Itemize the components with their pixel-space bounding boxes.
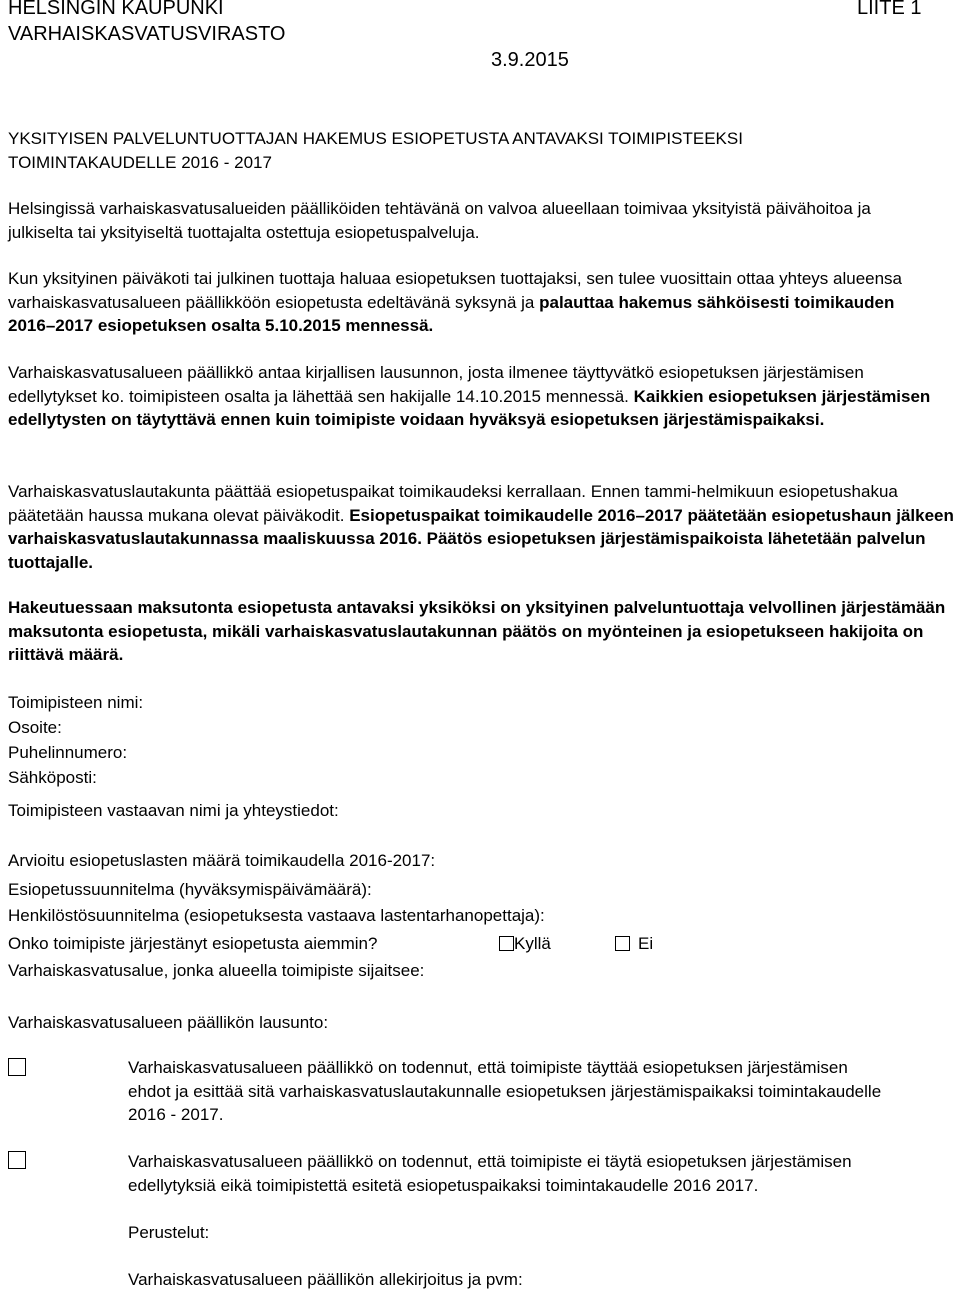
document-title-line1: YKSITYISEN PALVELUNTUOTTAJAN HAKEMUS ESIOPETUSTA ANTAVAKSI TOIMIPISTEEKSI — [8, 129, 743, 148]
org-name: HELSINGIN KAUPUNKI — [8, 0, 224, 19]
decision-bold-text: Esiopetuspaikat toimikaudelle 2016–2017 päätetään esiopetushaun jälkeen varhaiskasvatuslautakunnassa maaliskuussa 2016. Päätös esiopetuksen järjestämispaikoista lähetetään palvelun tuottajalle. — [8, 505, 954, 572]
no-checkbox[interactable] — [615, 936, 630, 951]
statement-label: Varhaiskasvatusalueen päällikön lausunto: — [8, 1013, 329, 1032]
document-title-line2: TOIMINTAKAUDELLE 2016 - 2017 — [8, 153, 272, 172]
application-deadline: palauttaa hakemus sähköisesti toimikauden 2016–2017 esiopetuksen osalta 5.10.2015 mennessä. — [8, 292, 895, 335]
statement-requirement: Kaikkien esiopetuksen järjestämisen edellytysten on täytyttävä ennen kuin toimipiste voidaan hyväksyä esiopetuksen järjestämispaikaksi. — [8, 386, 931, 429]
previous-question-row — [8, 932, 377, 955]
no-label: Ei — [638, 934, 654, 953]
address-label: Osoite: — [8, 718, 62, 737]
previous-question-label: Onko toimipiste järjestänyt esiopetusta aiemmin? — [8, 934, 378, 953]
curriculum-label: Esiopetussuunnitelma (hyväksymispäivämäärä): — [8, 880, 372, 899]
unit-name-label: Toimipisteen nimi: — [8, 693, 144, 712]
statement-paragraph — [8, 361, 943, 432]
area-label: Varhaiskasvatusalue, jonka alueella toimipiste sijaitsee: — [8, 961, 425, 980]
reject-option-text: Varhaiskasvatusalueen päällikkö on todennut, että toimipiste ei täytä esiopetuksen järjestämisen edellytyksiä eikä toimipistettä esitetä esiopetuspaikaksi toimintakaudelle 2016 2017. — [128, 1152, 852, 1195]
decision-text: Varhaiskasvatuslautakunta päättää esiopetuspaikat toimikaudeksi kerrallaan. Ennen tammi-helmikuun esiopetushakua päätetään haussa mukana olevat päiväkodit. — [8, 482, 898, 525]
yes-label: Kyllä — [514, 934, 551, 953]
intro-paragraph: Helsingissä varhaiskasvatusalueiden päälliköiden tehtävänä on valvoa alueellaan toimivaa yksityistä päivähoitoa ja julkiselta tai yksityiseltä tuottajalta ostettuja esiopetuspalveluja. — [8, 199, 871, 242]
application-paragraph — [8, 267, 943, 338]
department-name: VARHAISKASVATUSVIRASTO — [8, 23, 286, 45]
no-option[interactable] — [615, 932, 653, 955]
phone-label: Puhelinnumero: — [8, 743, 128, 762]
approve-option-text: Varhaiskasvatusalueen päällikkö on todennut, että toimipiste täyttää esiopetuksen järjestämisen ehdot ja esittää sitä varhaiskasvatuslautakunnalle esiopetuksen järjestämispaikaksi toimintakaudelle 2016 - 2017. — [128, 1058, 882, 1124]
approve-checkbox[interactable] — [8, 1058, 26, 1076]
attachment-label: LIITE 1 — [857, 0, 922, 19]
staff-plan-label: Henkilöstösuunnitelma (esiopetuksesta vastaava lastentarhanopettaja): — [8, 906, 545, 925]
contact-label: Toimipisteen vastaavan nimi ja yhteystiedot: — [8, 801, 339, 820]
obligation-paragraph: Hakeutuessaan maksutonta esiopetusta antavaksi yksiköksi on yksityinen palveluntuottaja velvollinen järjestämään maksutonta esiopetusta, mikäli varhaiskasvatuslautakunnan päätös on myönteinen ja esiopetukseen hakijoita on riittävä määrä. — [8, 598, 946, 664]
yes-option[interactable] — [499, 932, 551, 955]
grounds-label: Perustelut: — [128, 1223, 210, 1242]
statement-text: Varhaiskasvatusalueen päällikkö antaa kirjallisen lausunnon, josta ilmenee täyttyvätkö esiopetuksen järjestämisen edellytykset ko. toimipisteen osalta ja lähettää sen hakijalle 14.10.2015 mennessä. — [8, 363, 864, 406]
yes-checkbox[interactable] — [499, 936, 514, 951]
email-label: Sähköposti: — [8, 768, 97, 787]
estimate-label: Arvioitu esiopetuslasten määrä toimikaudella 2016-2017: — [8, 851, 436, 870]
document-date: 3.9.2015 — [491, 49, 569, 71]
reject-checkbox[interactable] — [8, 1151, 26, 1169]
signature-label: Varhaiskasvatusalueen päällikön allekirjoitus ja pvm: — [128, 1270, 523, 1289]
application-text: Kun yksityinen päiväkoti tai julkinen tuottaja haluaa esiopetuksen tuottajaksi, sen tulee vuosittain ottaa yhteys alueensa varhaiskasvatusalueen päällikköön esiopetusta edeltävänä syksynä ja — [8, 269, 903, 312]
decision-paragraph — [8, 480, 958, 574]
